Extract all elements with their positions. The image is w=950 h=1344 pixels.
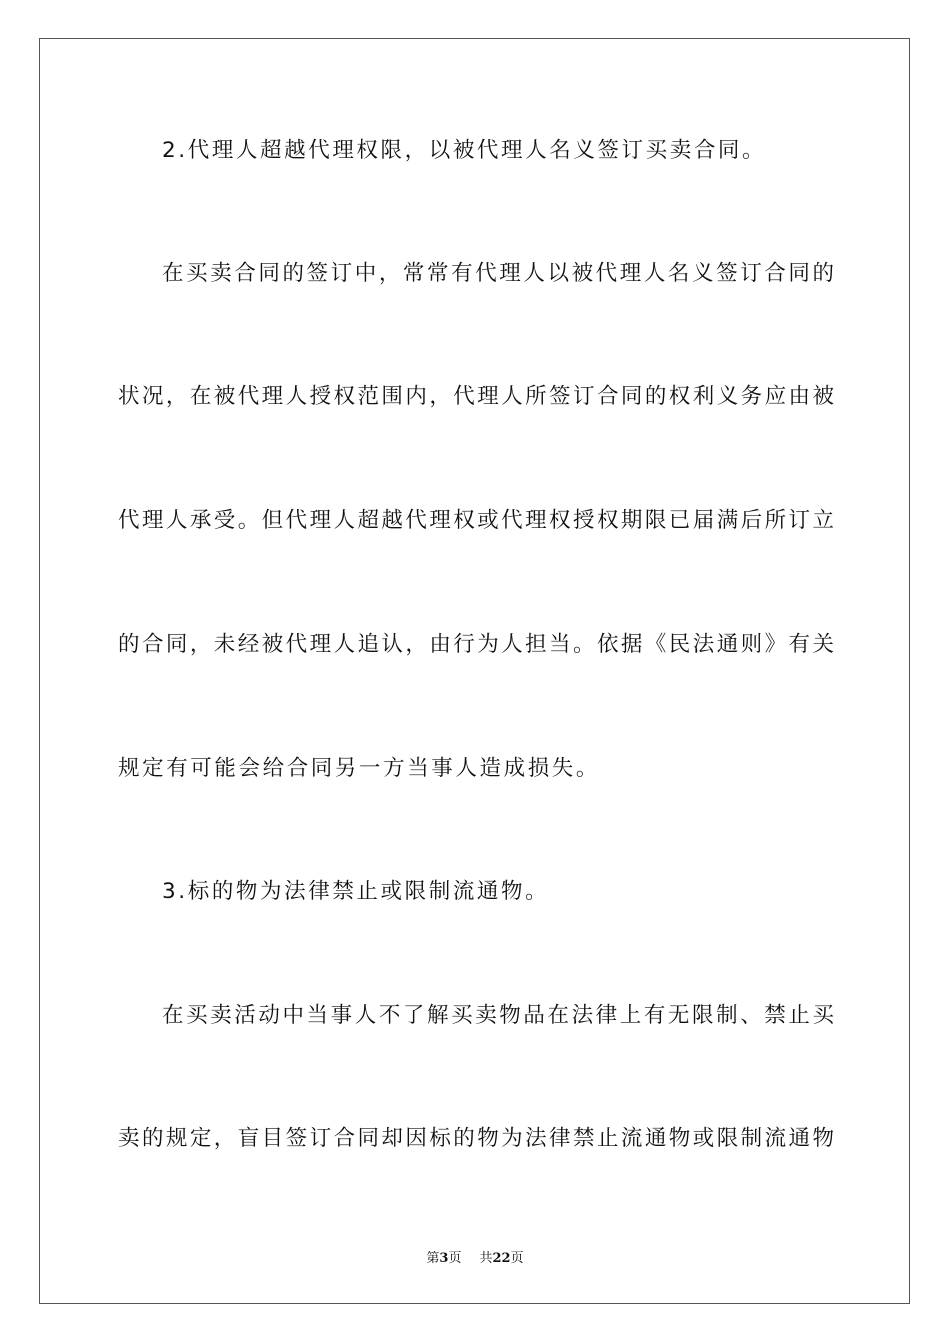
page-footer [0, 1247, 950, 1266]
text-line: 卖的规定，盲目签订合同却因标的物为法律禁止流通物或限制流通物 [118, 1126, 834, 1151]
text-line: 在买卖活动中当事人不了解买卖物品在法律上有无限制、禁止买 [162, 1003, 834, 1028]
text-line: 规定有可能会给合同另一方当事人造成损失。 [118, 756, 601, 781]
text-line: 的合同，未经被代理人追认，由行为人担当。依据《民法通则》有关 [118, 632, 834, 657]
text-line: 在买卖合同的签订中，常常有代理人以被代理人名义签订合同的 [162, 261, 834, 286]
page-suffix: 页 [448, 1251, 462, 1266]
total-prefix: 共 [479, 1251, 493, 1266]
text-line: 3.标的物为法律禁止或限制流通物。 [162, 879, 550, 904]
page-prefix: 第 [426, 1251, 440, 1266]
text-line: 2.代理人超越代理权限，以被代理人名义签订买卖合同。 [162, 138, 767, 163]
text-line: 状况，在被代理人授权范围内，代理人所签订合同的权利义务应由被 [118, 384, 834, 409]
total-suffix: 页 [510, 1251, 524, 1266]
total-pages: 22 [492, 1251, 511, 1266]
page-frame [39, 38, 910, 1304]
text-line: 代理人承受。但代理人超越代理权或代理权授权期限已届满后所订立 [118, 508, 834, 533]
page-number: 3 [439, 1251, 449, 1266]
